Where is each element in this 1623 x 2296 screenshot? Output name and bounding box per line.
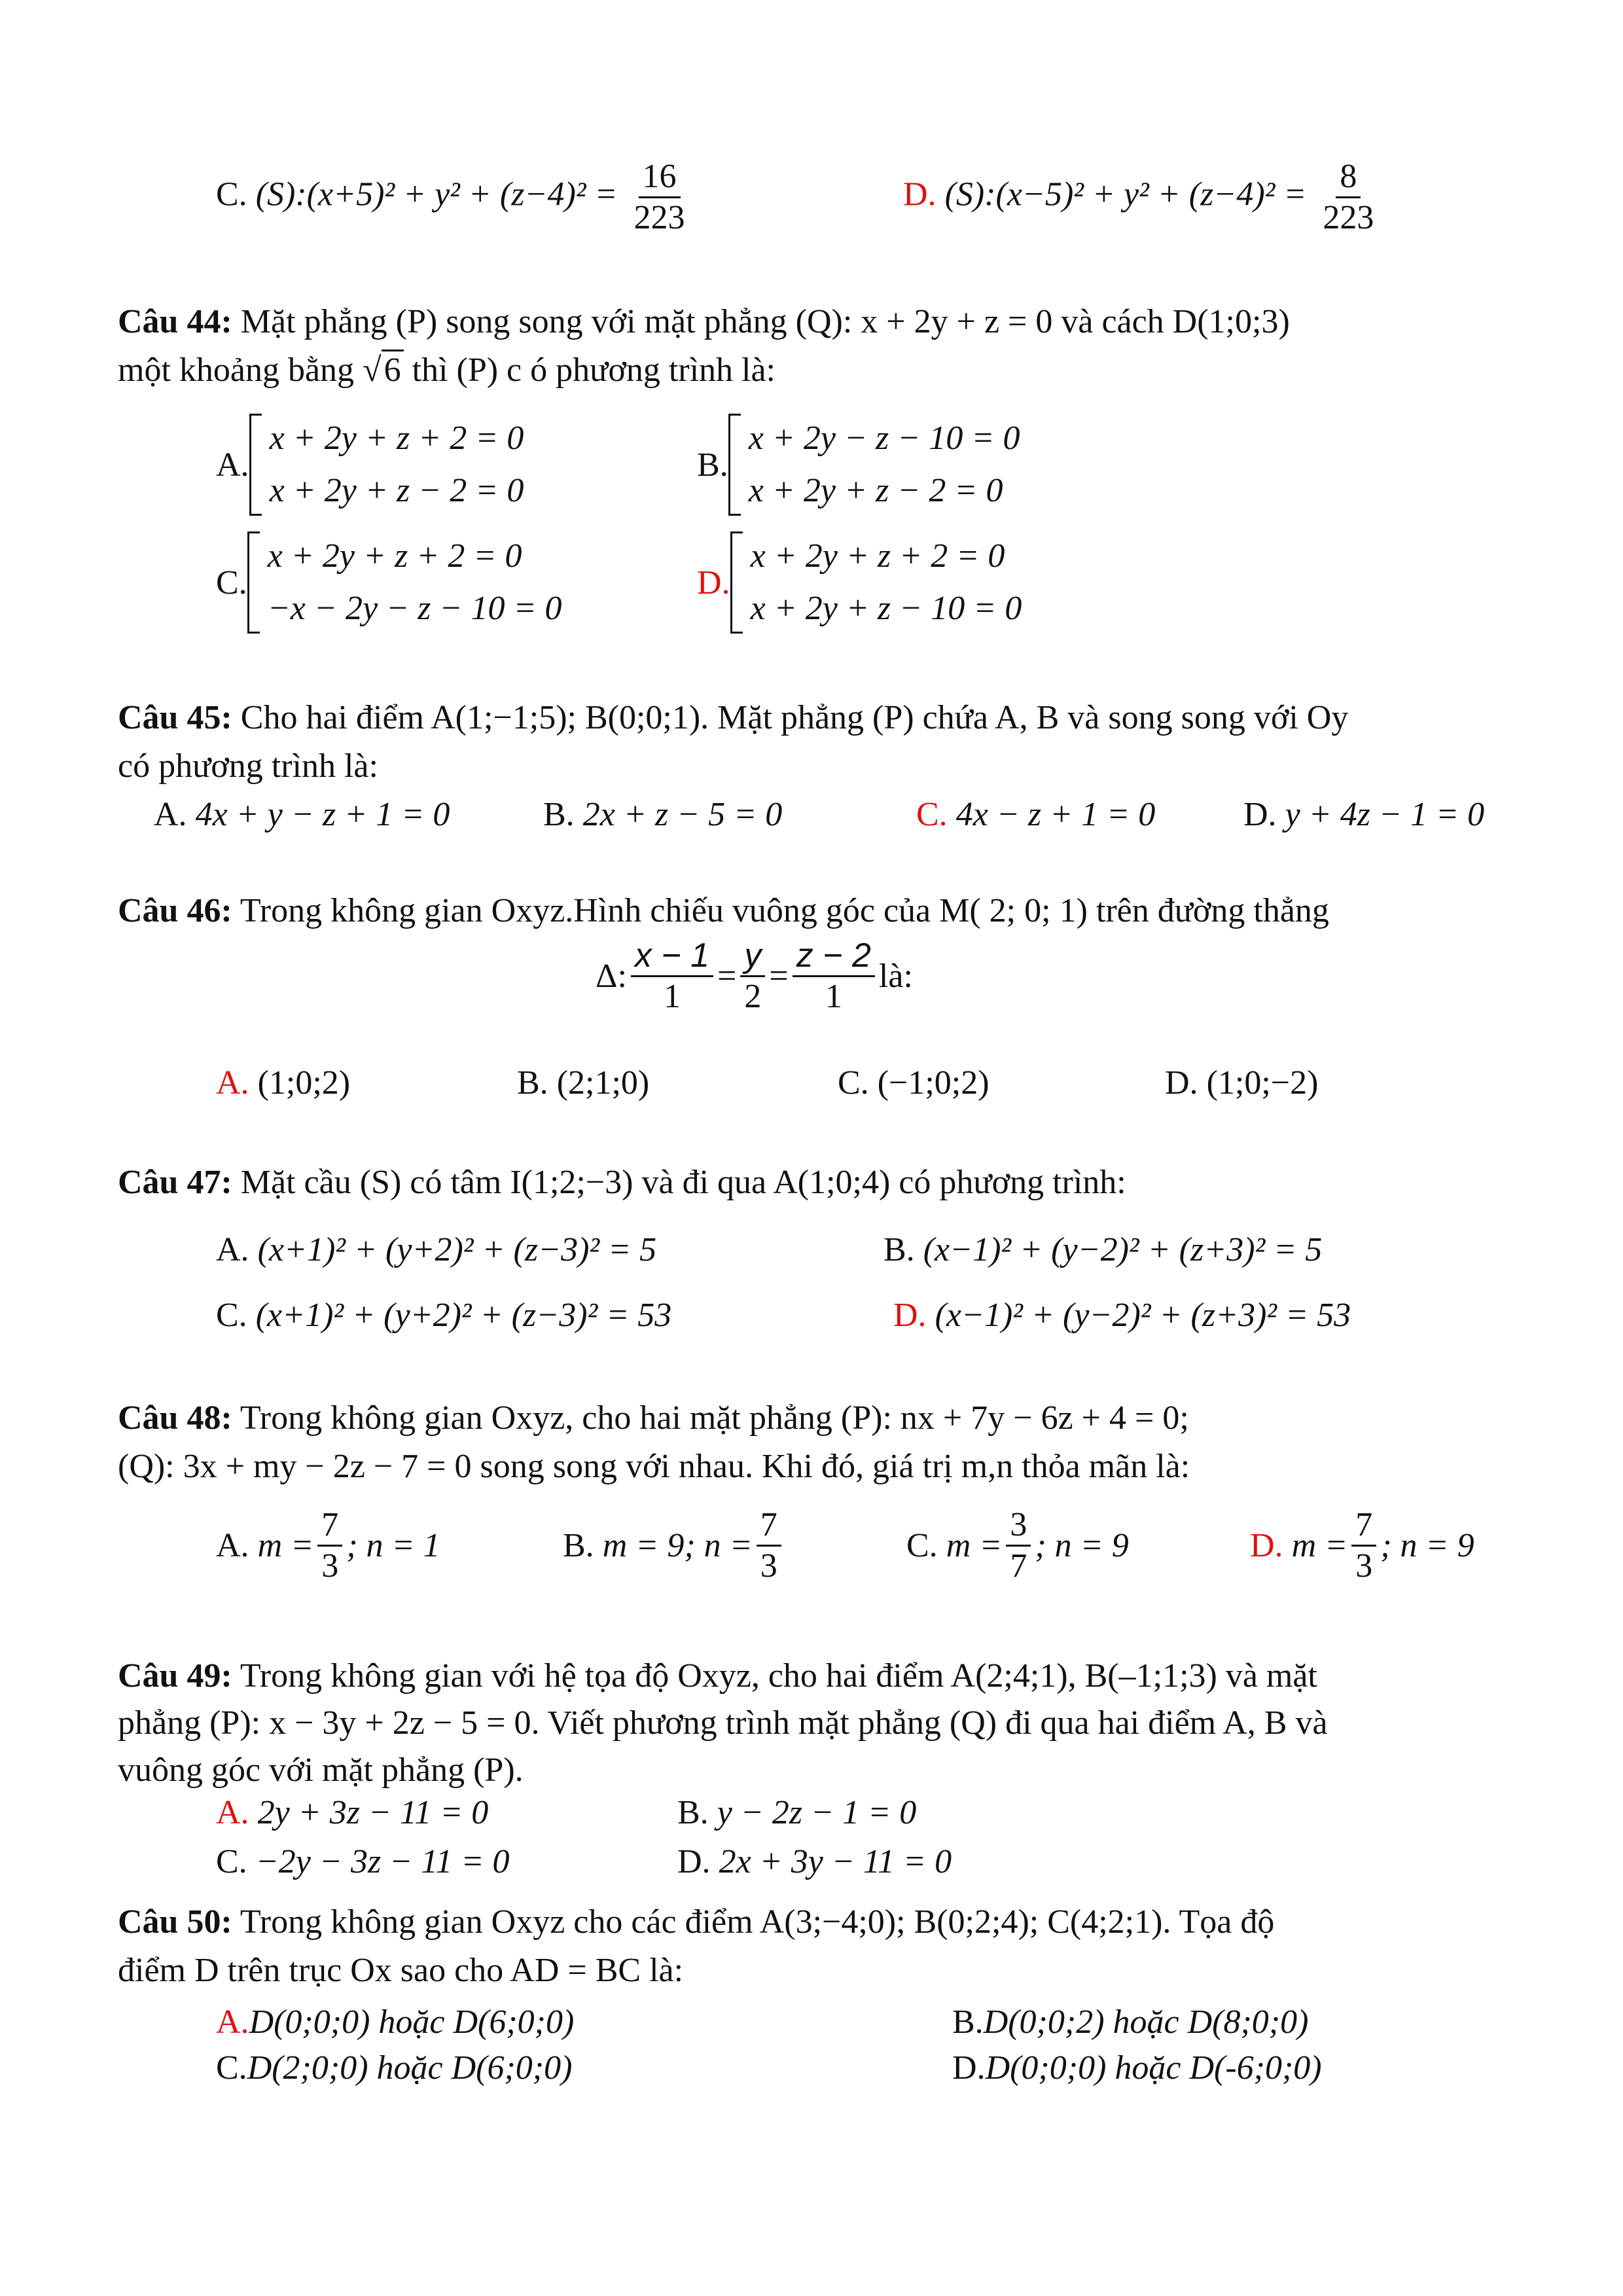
question-number: Câu 49: (118, 1657, 232, 1695)
question-text: Mặt phẳng (P) song song với mặt phẳng (Q): x + 2y + z = 0 và cách D(1;0;3) (240, 303, 1290, 340)
question-number: Câu 44: (118, 303, 232, 340)
question-text: Trong không gian Oxyz cho các điểm A(3;−4;0); B(0;2;4); C(4;2;1). Tọa độ (240, 1903, 1275, 1941)
line-equation: Δ: $\frac{x - 1}{1}$ = $\frac{y}{2}$ = $\frac{z - 2}{1}$ là: (596, 937, 913, 1015)
bracket (730, 531, 743, 634)
option-label: A. (216, 446, 249, 484)
question-48: Câu 48: Trong không gian Oxyz, cho hai mặt phẳng (P): nx + 7y − 6z + 4 = 0; (Q): 3x + my − 2z − 7 = 0 song song với nhau. Khi đó, giá trị m,n thỏa mãn là: (118, 1399, 1190, 1485)
question-number: Câu 50: (118, 1903, 232, 1941)
question-46 (118, 887, 1518, 935)
q48-option-b: B. m = 9; n = $\frac{7}{3}$ (563, 1505, 785, 1586)
q47-option-c: C. (x+1)² + (y+2)² + (z−3)² = 53 (216, 1297, 672, 1334)
q45-option-c: C. 4x − z + 1 = 0 (916, 796, 1156, 833)
q46-option-b: B. (2;1;0) (517, 1064, 650, 1102)
option-label: C. (216, 175, 247, 213)
q45-option-b: B. 2x + z − 5 = 0 (543, 796, 783, 833)
fraction: $\frac{8}{223}$ (1323, 158, 1374, 236)
option-expr: (S):(x−5)² + y² + (z−4)² = (944, 175, 1307, 213)
option-label: D. (903, 175, 936, 213)
q49-option-a: A. 2y + 3z − 11 = 0 (216, 1794, 489, 1831)
q44-option-d: D. x + 2y + z + 2 = 0 x + 2y + z − 10 = 0 (697, 530, 1022, 635)
q47-option-b: B. (x−1)² + (y−2)² + (z+3)² = 5 (883, 1231, 1323, 1268)
fraction: $\frac{16}{223}$ (633, 158, 685, 236)
question-47 (118, 1158, 1518, 1207)
question-49: Câu 49: Trong không gian với hệ tọa độ Oxyz, cho hai điểm A(2;4;1), B(–1;1;3) và mặt phẳng (P): x − 3y + 2z − 5 = 0. Viết phương trình mặt phẳng (Q) đi qua hai điểm A, B và vuông góc với mặt phẳng (P). (118, 1657, 1328, 1789)
option-label: D. (697, 564, 730, 601)
question-44: Câu 44: Mặt phẳng (P) song song với mặt phẳng (Q): x + 2y + z = 0 và cách D(1;0;3) một khoảng bằng √6 thì (P) c ó phương trình là: (118, 298, 1518, 395)
q45-option-a: A. 4x + y − z + 1 = 0 (154, 796, 450, 833)
q44-option-b: B. x + 2y − z − 10 = 0 x + 2y + z − 2 = 0 (697, 412, 1020, 517)
q46-option-c: C. (−1;0;2) (838, 1064, 990, 1102)
q50-option-c: C.D(2;0;0) hoặc D(6;0;0) (216, 2049, 573, 2087)
prev-option-c (216, 157, 693, 238)
question-number: Câu 47: (118, 1164, 232, 1201)
fraction: $\frac{x - 1}{1}$ (631, 936, 713, 1016)
question-text: Trong không gian Oxyz.Hình chiếu vuông góc của M( 2; 0; 1) trên đường thẳng (240, 892, 1329, 929)
q47-option-a: A. (x+1)² + (y+2)² + (z−3)² = 5 (216, 1231, 657, 1268)
question-text: Mặt cầu (S) có tâm I(1;2;−3) và đi qua A(1;0;4) có phương trình: (240, 1164, 1126, 1201)
q50-option-a: A.D(0;0;0) hoặc D(6;0;0) (216, 2003, 575, 2041)
option-label: B. (697, 446, 728, 484)
option-label: C. (216, 564, 247, 601)
q48-option-c: C. m = $\frac{3}{7}$ ; n = 9 (906, 1506, 1129, 1585)
prev-option-d (903, 157, 1382, 238)
q48-option-d: D. m = $\frac{7}{3}$ ; n = 9 (1250, 1506, 1474, 1585)
q49-option-b: B. y − 2z − 1 = 0 (677, 1794, 917, 1831)
fraction: $\frac{z - 2}{1}$ (793, 936, 875, 1016)
q49-option-c: C. −2y − 3z − 11 = 0 (216, 1843, 510, 1880)
q44-option-c: C. x + 2y + z + 2 = 0 −x − 2y − z − 10 = 0 (216, 530, 562, 635)
q50-option-b: B.D(0;0;2) hoặc D(8;0;0) (952, 2003, 1309, 2041)
fraction: $\frac{7}{3}$ (1351, 1505, 1376, 1586)
q49-option-d: D. 2x + 3y − 11 = 0 (677, 1843, 952, 1880)
question-45: Câu 45: Cho hai điểm A(1;−1;5); B(0;0;1). Mặt phẳng (P) chứa A, B và song song với Oy có phương trình là: (118, 699, 1349, 785)
q45-option-d: D. y + 4z − 1 = 0 (1243, 796, 1485, 833)
fraction: $\frac{7}{3}$ (317, 1505, 342, 1586)
bracket (249, 414, 262, 516)
question-text: Cho hai điểm A(1;−1;5); B(0;0;1). Mặt phẳng (P) chứa A, B và song song với Oy (240, 699, 1349, 736)
question-50: Câu 50: Trong không gian Oxyz cho các điểm A(3;−4;0); B(0;2;4); C(4;2;1). Tọa độ điểm D trên trục Ox sao cho AD = BC là: (118, 1903, 1275, 1989)
q44-option-a: A. x + 2y + z + 2 = 0 x + 2y + z − 2 = 0 (216, 412, 524, 517)
fraction: $\frac{y}{2}$ (740, 936, 765, 1016)
q48-option-a: A. m = $\frac{7}{3}$ ; n = 1 (216, 1506, 440, 1585)
q46-option-a: A. (1;0;2) (216, 1064, 351, 1102)
fraction: $\frac{7}{3}$ (757, 1505, 781, 1586)
question-text: Trong không gian Oxyz, cho hai mặt phẳng (P): nx + 7y − 6z + 4 = 0; (240, 1399, 1189, 1437)
q50-option-d: D.D(0;0;0) hoặc D(-6;0;0) (952, 2049, 1322, 2087)
bracket (247, 531, 260, 634)
q46-option-d: D. (1;0;−2) (1165, 1064, 1319, 1102)
bracket (728, 414, 741, 516)
question-text: Trong không gian với hệ tọa độ Oxyz, cho hai điểm A(2;4;1), B(–1;1;3) và mặt (240, 1657, 1317, 1695)
question-number: Câu 48: (118, 1399, 232, 1437)
fraction: $\frac{3}{7}$ (1006, 1505, 1031, 1586)
question-number: Câu 46: (118, 892, 232, 929)
sqrt-expression: √6 (363, 346, 404, 395)
question-number: Câu 45: (118, 699, 232, 736)
q47-option-d: D. (x−1)² + (y−2)² + (z+3)² = 53 (893, 1297, 1351, 1334)
option-expr: (S):(x+5)² + y² + (z−4)² = (255, 175, 618, 213)
